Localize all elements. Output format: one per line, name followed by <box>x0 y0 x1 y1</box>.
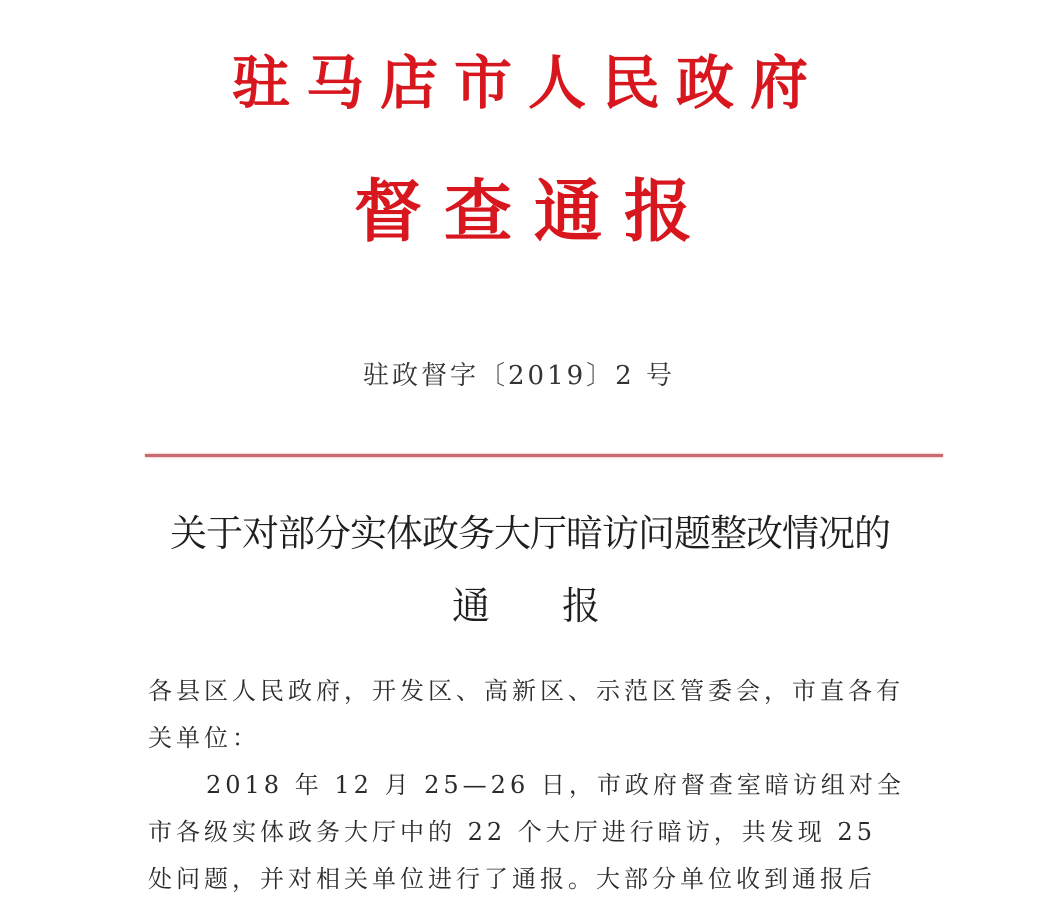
document-body <box>148 668 908 903</box>
subject-line-1: 关于对部分实体政务大厅暗访问题整改情况的 <box>170 512 890 555</box>
document-number: 驻政督字〔2019〕2 号 <box>363 361 675 391</box>
subject-line-2: 通 报 <box>451 584 631 628</box>
subject-heading <box>0 506 1038 634</box>
document-type-title: 督查通报 <box>353 172 714 252</box>
red-divider-line <box>145 454 943 457</box>
body-paragraph-1: 2018 年 12 月 25—26 日，市政府督查室暗访组对全市各级实体政务大厅中的 22 个大厅进行暗访，共发现 25 处问题，并对相关单位进行了通报。大部分单位收到通报后 <box>148 771 905 893</box>
addressee-paragraph: 各县区人民政府，开发区、高新区、示范区管委会，市直各有关单位： <box>148 677 904 752</box>
issuer-title: 驻马店市人民政府 <box>231 49 824 117</box>
